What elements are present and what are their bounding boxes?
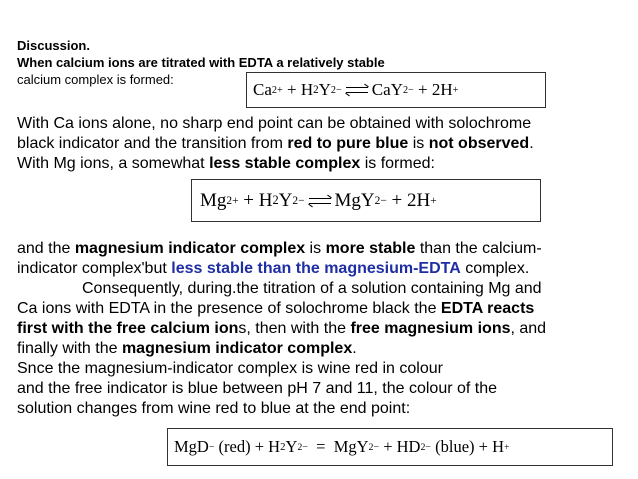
p2-line8: and the free indicator is blue between pH 7 and 11, the colour of the bbox=[17, 380, 498, 397]
p2-line4: Ca ions with EDTA in the presence of solochrome black the EDTA reacts bbox=[17, 300, 535, 317]
p2-line9: solution changes from wine red to blue at the end point: bbox=[17, 400, 411, 417]
p2-line3: Consequently, during.the titration of a solution containing Mg and bbox=[82, 280, 542, 297]
p1-line1: With Ca ions alone, no sharp end point can be obtained with solochrome bbox=[17, 115, 532, 132]
p2-line5: first with the free calcium ions, then with the free magnesium ions, and bbox=[17, 320, 547, 337]
p2-line7: Snce the magnesium-indicator complex is wine red in colour bbox=[17, 360, 443, 377]
p2-line1: and the magnesium indicator complex is more stable than the calcium- bbox=[17, 240, 542, 257]
p2-line6: finally with the magnesium indicator complex. bbox=[17, 340, 357, 357]
equation-endpoint: MgD − (red) + H 2 Y 2− = MgY 2− + HD 2− (blue) + H + bbox=[167, 428, 613, 466]
equation-magnesium-edta: Mg 2+ + H 2 Y 2− MgY 2− + 2H + bbox=[191, 179, 541, 222]
p2-line2: indicator complex'but less stable than the magnesium-EDTA complex. bbox=[17, 260, 530, 277]
equilibrium-arrow-icon bbox=[346, 84, 368, 96]
intro-bold-line: When calcium ions are titrated with EDTA a relatively stable bbox=[17, 55, 385, 70]
equilibrium-arrow-icon bbox=[309, 195, 331, 207]
discussion-heading: Discussion. bbox=[17, 38, 90, 53]
equation-calcium-edta: Ca 2+ + H 2 Y 2− CaY 2− + 2H + bbox=[246, 72, 546, 108]
p1-line3: With Mg ions, a somewhat less stable complex is formed: bbox=[17, 155, 435, 172]
p1-line2: black indicator and the transition from red to pure blue is not observed. bbox=[17, 135, 534, 152]
intro-normal-line: calcium complex is formed: bbox=[17, 72, 174, 87]
